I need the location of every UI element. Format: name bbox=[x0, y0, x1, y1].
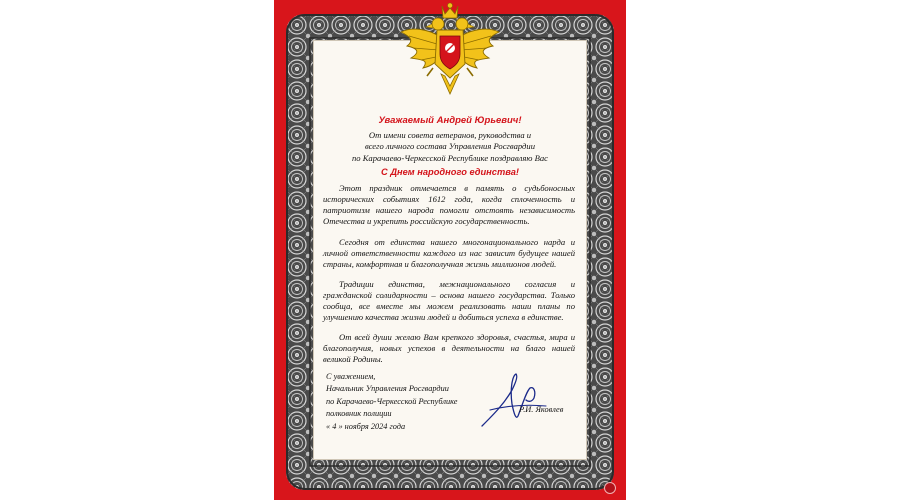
handwritten-signature bbox=[476, 370, 552, 432]
signature-line: Начальник Управления Росгвардии bbox=[326, 384, 449, 394]
signer-name: Р.И. Яковлев bbox=[519, 405, 564, 414]
signature-line: « 4 » ноября 2024 года bbox=[326, 421, 406, 431]
letter-paragraph: От всей души желаю Вам крепкого здоровья, счастья, мира и благополучия, новых успехов в деятельности на благо нашей великой Родины. bbox=[323, 332, 575, 364]
intro-line: всего личного состава Управления Росгвардии bbox=[364, 141, 535, 152]
signature-line: С уважением, bbox=[326, 372, 376, 381]
signature-line: по Карачаево-Черкесской Республике bbox=[326, 396, 458, 406]
letter-greeting: Уважаемый Андрей Юрьевич! bbox=[378, 115, 522, 126]
intro-line: по Карачаево-Черкесской Республике поздравляю Вас bbox=[351, 152, 548, 163]
double-headed-eagle-emblem bbox=[399, 2, 501, 100]
letter-paragraph: Сегодня от единства нашего многонационального нарда и личной ответственности каждого из нас зависит будущее нашей страны, комфортная и благополучная жизнь миллионов людей. bbox=[323, 237, 575, 269]
letter-paragraph: Традиции единства, межнационального согласия и гражданской солидарности – основа нашего государства. Только сообща, все вместе мы можем реализовать наши планы по улучшению качества жизни людей и добиться успеха в единстве. bbox=[323, 279, 575, 322]
letter-paragraph: Этот праздник отмечается в память о судьбоносных исторических событиях 1612 года, когда сплоченность и патриотизм нашего народа помогли отстоять независимость Отечества и укрепить российскую государственность. bbox=[323, 183, 575, 226]
holiday-title: С Днем народного единства! bbox=[381, 167, 519, 177]
intro-line: От имени совета ветеранов, руководства и bbox=[368, 130, 532, 140]
corner-seal-icon bbox=[604, 482, 616, 494]
signature-line: полковник полиции bbox=[326, 409, 392, 419]
